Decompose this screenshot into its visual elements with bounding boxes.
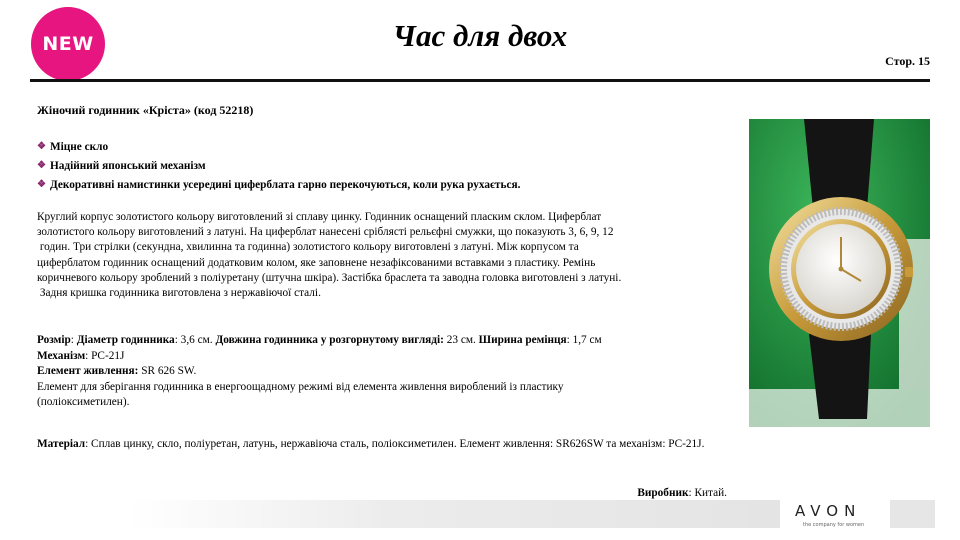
material-spec: Матеріал: Сплав цинку, скло, поліуретан, латунь, нержавіюча сталь, поліоксиметилен. Елемент живлення: SR626SW та механізм: PC-21J. <box>37 438 705 450</box>
description-line: циферблатом годинник оснащений додатковим колом, яке заповнене незафіксованими вставками з пластику. Ремінь <box>37 256 596 269</box>
battery-note: Елемент для зберігання годинника в енергоощадному режимі від елемента живлення вироблений із пластику (поліоксиметилен). <box>37 380 564 408</box>
avon-logo: AVON <box>795 502 862 520</box>
diamond-bullet-icon: ❖ <box>37 141 46 152</box>
description-line: Круглий корпус золотистого кольору виготовлений зі сплаву цинку. Годинник оснащений пласким склом. Циферблат <box>37 211 602 223</box>
header-divider <box>30 79 930 82</box>
mechanism-spec: Механізм: PC-21J <box>37 349 125 362</box>
size-spec: Розмір: Діаметр годинника: 3,6 см. Довжина годинника у розгорнутому вигляді: 23 см. Ширина ремінця: 1,7 см <box>37 334 602 346</box>
watch-image <box>749 119 930 427</box>
manufacturer: Виробник: Китай. <box>637 487 727 499</box>
description-line: коричневого кольору зроблений з поліуретану (штучна шкіра). Застібка браслета та заводна головка виготовлені з латуні. <box>37 271 622 284</box>
diamond-bullet-icon: ❖ <box>37 179 46 190</box>
avon-tagline: the company for women <box>803 522 865 528</box>
product-specs <box>37 333 727 411</box>
product-name: Жіночий годинник «Кріста» (код 52218) <box>37 103 254 117</box>
feature-item: ❖ Міцне скло <box>37 140 109 153</box>
feature-item: ❖ Декоративні намистинки усередині циферблата гарно перекочуються, коли рука рухається. <box>37 178 521 191</box>
feature-item: ❖ Надійний японський механізм <box>37 159 206 172</box>
description-line: Задня кришка годинника виготовлена з нержавіючої сталі. <box>37 287 321 300</box>
diamond-bullet-icon: ❖ <box>37 160 46 171</box>
product-description <box>37 210 727 301</box>
new-badge-text: NEW <box>42 33 94 55</box>
page-title: Час для двох <box>392 18 568 53</box>
product-photo <box>749 119 930 427</box>
footer-bar <box>130 500 780 528</box>
battery-spec: Елемент живлення: SR 626 SW. <box>37 365 197 377</box>
footer-bar-right <box>890 500 935 528</box>
page-number: Стор. 15 <box>885 54 930 68</box>
feature-list <box>37 137 520 194</box>
description-line: годин. Три стрілки (секундна, хвилинна та годинна) золотистого кольору виготовлені з латуні. Між корпусом та <box>37 241 579 254</box>
description-line: золотистого кольору виготовлений з латуні. На циферблат нанесені сріблясті рельєфні смужки, що показують 3, 6, 9, 12 <box>37 226 614 239</box>
